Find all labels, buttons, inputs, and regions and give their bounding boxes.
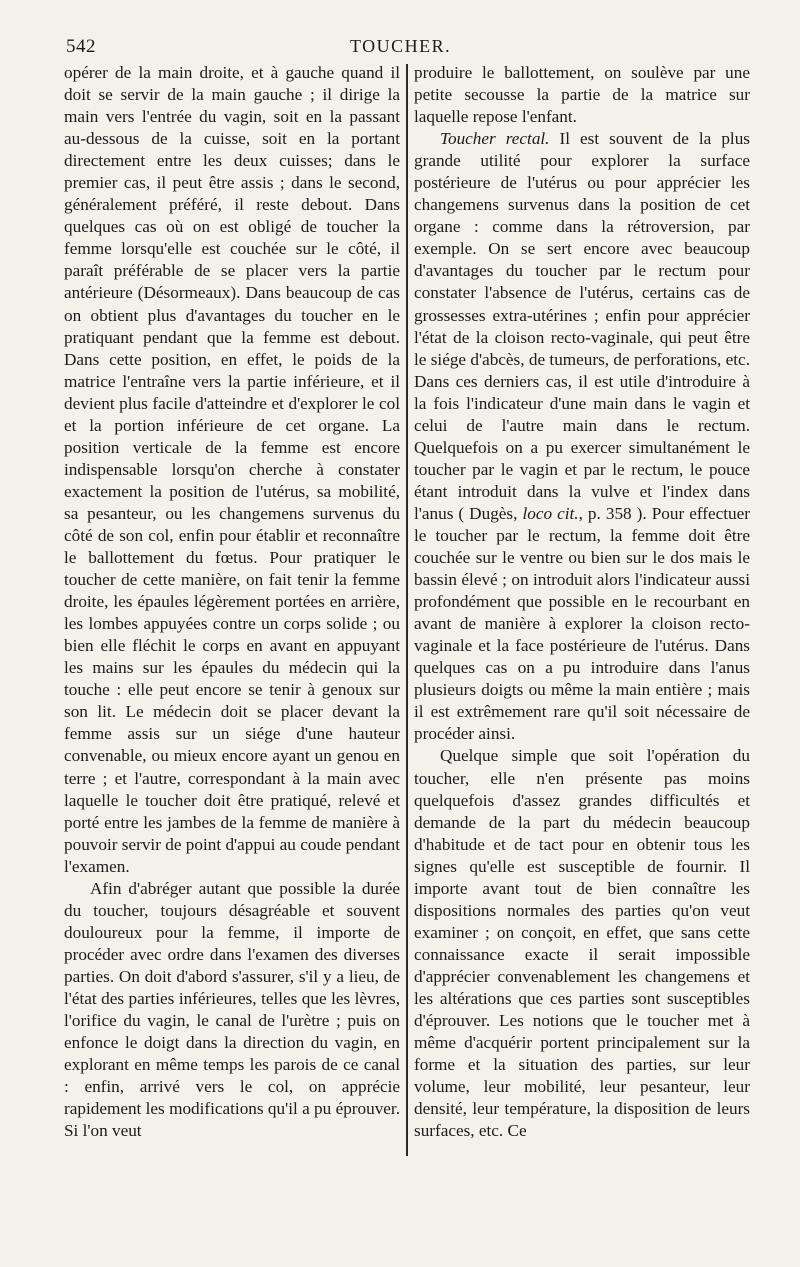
paragraph-text: , p. 358 ). Pour effectuer le toucher par le rectum, la femme doit être couchée sur le ventre ou bien sur le dos mais le bassin élevé ; on introduit alors l'indicateur aussi profondément que possible en le recourbant en avant de manière à explorer la cloison recto-vaginale et la face postérieure de l'utérus. Dans quelques cas on a pu introduire dans l'anus plusieurs doigts ou même la main entière ; mais il est extrêmement rare qu'il soit nécessaire de procéder ainsi. (414, 503, 750, 744)
citation: loco cit. (522, 503, 579, 523)
paragraph-difficulties: Quelque simple que soit l'opération du toucher, elle n'en présente pas moins quelquefois d'assez grandes difficultés et demande de la part du médecin beaucoup d'habitude et de tact pour en obtenir tous les signes qu'elle est susceptible de fournir. Il importe avant tout de bien connaître les dispositions normales des parties qu'on veut examiner ; on conçoit, en effet, que sans cette connaissance exacte il serait impossible d'apprécier convenablement les changemens et les altérations que ces parties sont susceptibles d'éprouver. Les notions que le toucher met à même d'acquérir portent principalement sur la forme et la situation des parties, sur leur volume, leur mobilité, leur pesanteur, leur densité, leur température, la disposition de leurs surfaces, etc. Ce (414, 746, 750, 1141)
paragraph-text: Il est souvent de la plus grande utilité pour explorer la surface postérieure de l'utérus ou pour apprécier les changemens survenus dans la position de cet organe : comme dans la rétroversion, par exemple. On se sert encore avec beaucoup d'avantages du toucher par le rectum pour constater l'absence de l'utérus, certains cas de grossesses extra-utérines ; enfin pour apprécier l'état de la cloison recto-vaginale, qui peut être le siége d'abcès, de tumeurs, de perforations, etc. Dans ces derniers cas, il est utile d'introduire à la fois l'indicateur d'une main dans le vagin et celui de l'autre main dans le rectum. Quelquefois on a pu exercer simultanément le toucher par le vagin et par le rectum, le pouce étant introduit dans la vulve et l'index dans l'anus ( Dugès, (414, 129, 750, 523)
section-heading-toucher-rectal: Toucher rectal. (440, 129, 550, 149)
left-column (64, 62, 400, 1142)
paragraph-examination-order: Afin d'abréger autant que possible la durée du toucher, toujours désagréable et souvent douloureux pour la femme, il importe de procéder avec ordre dans l'examen des diverses parties. On doit d'abord s'assurer, s'il y a lieu, de l'état des parties inférieures, telles que les lèvres, l'orifice du vagin, le canal de l'urètre ; puis on enfonce le doigt dans la direction du vagin, en explorant en même temps les parois de ce canal : enfin, arrivé vers le col, on apprécie rapidement les modifications qu'il a pu éprouver. Si l'on veut (64, 878, 400, 1141)
column-divider (406, 64, 408, 1156)
running-title: TOUCHER. (350, 36, 452, 56)
page-number: 542 (66, 36, 96, 57)
paragraph-continuation: opérer de la main droite, et à gauche quand il doit se servir de la main gauche ; il dirige la main vers l'entrée du vagin, soit en la passant au-dessous de la cuisse, soit en la portant directement entre les deux cuisses; dans le premier cas, il peut être assis ; dans le second, généralement préféré, il reste debout. Dans quelques cas où on est obligé de toucher la femme lorsqu'elle est couchée sur le côté, il paraît préférable de se placer vers la partie antérieure (Désormeaux). Dans beaucoup de cas on obtient plus d'avantages du toucher en le pratiquant pendant que la femme est debout. Dans cette position, en effet, le poids de la matrice l'entraîne vers la partie inférieure, et il devient plus facile d'atteindre et d'explorer le col et la portion inférieure de cet organe. La position verticale de la femme est encore indispensable lorsqu'on cherche à constater exactement la position de l'utérus, sa mobilité, sa pesanteur, ou les changemens survenus du côté de son col, enfin pour établir et reconnaître le ballottement du fœtus. Pour pratiquer le toucher de cette manière, on fait tenir la femme droite, les épaules légèrement portées en arrière, les lombes appuyées contre un corps solide ; ou bien elle fléchit le corps en avant en appuyant les mains sur les épaules du médecin qui la touche : elle peut encore se tenir à genoux sur son lit. Le médecin doit se placer devant la femme assis sur un siége d'une hauteur convenable, ou mieux encore ayant un genou en terre ; et l'autre, correspondant à la main avec laquelle le toucher doit être pratiqué, relevé et porté entre les jambes de la femme de manière à pouvoir servir de point d'appui au coude pendant l'examen. (64, 63, 400, 876)
paragraph-toucher-rectal (414, 128, 750, 745)
paragraph-ballottement: produire le ballottement, on soulève par une petite secousse la partie de la matrice sur laquelle repose l'enfant. (414, 63, 750, 127)
page-header (66, 36, 750, 64)
right-column (414, 62, 750, 1142)
